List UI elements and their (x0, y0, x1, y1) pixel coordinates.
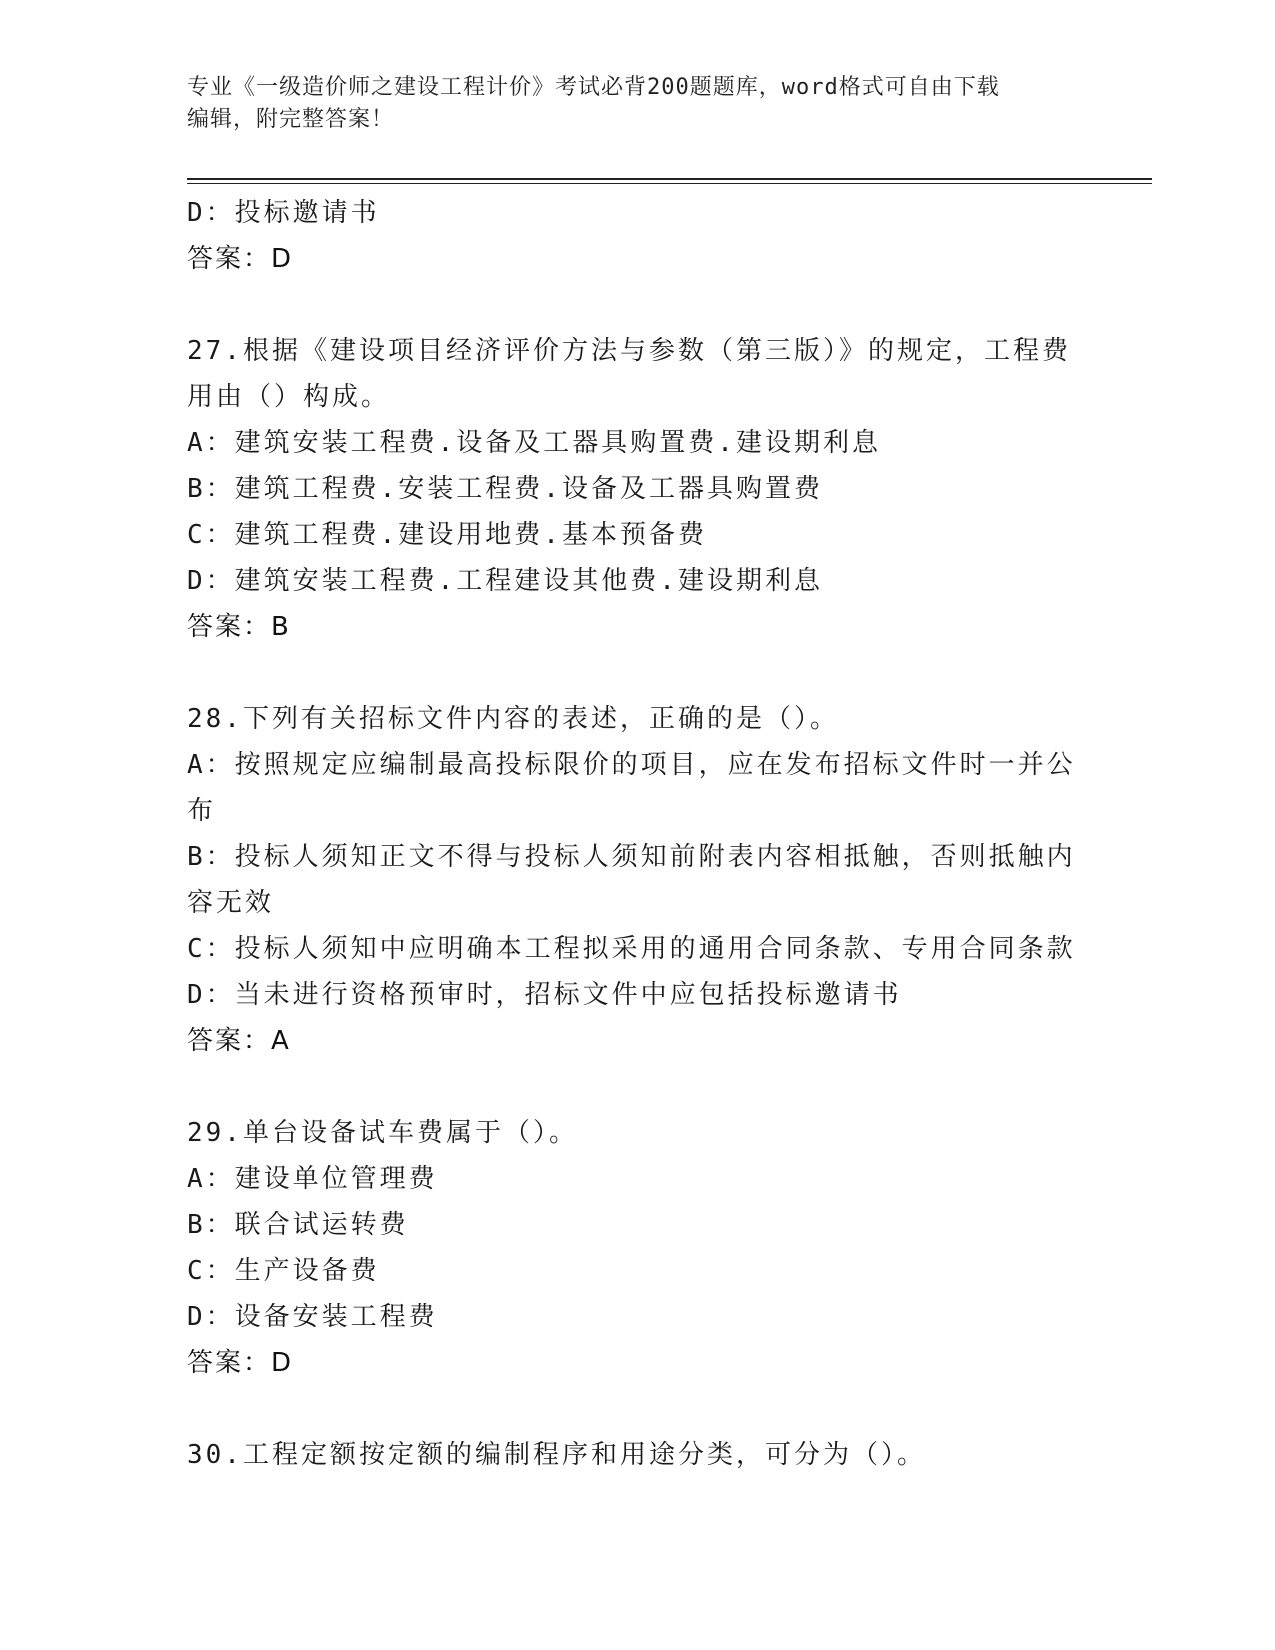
option-c: C：建筑工程费.建设用地费.基本预备费 (187, 520, 707, 550)
option-b: B：建筑工程费.安装工程费.设备及工器具购置费 (187, 474, 823, 504)
spacer (187, 1064, 1087, 1110)
question-28 (187, 696, 1087, 1064)
question-30 (187, 1432, 1087, 1478)
question-27 (187, 328, 1087, 650)
question-stem: 30.工程定额按定额的编制程序和用途分类，可分为（）。 (187, 1440, 926, 1470)
option-b-continued: 容无效 (187, 888, 275, 918)
spacer (187, 1386, 1087, 1432)
question-stem-continued: 用由（）构成。 (187, 382, 391, 412)
option-c: C：生产设备费 (187, 1256, 380, 1286)
question-stem: 28.下列有关招标文件内容的表述，正确的是（）。 (187, 704, 839, 734)
question-26-tail (187, 190, 1087, 282)
option-d: D：设备安装工程费 (187, 1302, 438, 1332)
spacer (187, 650, 1087, 696)
header-line-2: 编辑，附完整答案！ (187, 107, 395, 132)
answer-line: 答案：D (187, 1348, 294, 1378)
question-29 (187, 1110, 1087, 1386)
page-header (187, 72, 1067, 136)
header-divider-thin (187, 183, 1152, 184)
answer-line: 答案：B (187, 612, 291, 642)
header-line-1: 专业《一级造价师之建设工程计价》考试必背200题题库，word格式可自由下载 (187, 75, 1000, 100)
option-d: D：当未进行资格预审时，招标文件中应包括投标邀请书 (187, 980, 902, 1010)
option-a: A：按照规定应编制最高投标限价的项目，应在发布招标文件时一并公 (187, 750, 1076, 780)
option-a: A：建设单位管理费 (187, 1164, 438, 1194)
answer-line: 答案：A (187, 1026, 291, 1056)
question-stem: 27.根据《建设项目经济评价方法与参数（第三版）》的规定，工程费 (187, 336, 1071, 366)
option-b: B：联合试运转费 (187, 1210, 409, 1240)
question-stem: 29.单台设备试车费属于（）。 (187, 1118, 578, 1148)
option-d: D：投标邀请书 (187, 198, 380, 228)
option-b: B：投标人须知正文不得与投标人须知前附表内容相抵触，否则抵触内 (187, 842, 1076, 872)
header-divider-thick (187, 178, 1152, 180)
answer-line: 答案：D (187, 244, 294, 274)
option-d: D：建筑安装工程费.工程建设其他费.建设期利息 (187, 566, 823, 596)
option-a-continued: 布 (187, 796, 217, 826)
option-c: C：投标人须知中应明确本工程拟采用的通用合同条款、专用合同条款 (187, 934, 1076, 964)
question-list (187, 190, 1087, 1478)
option-a: A：建筑安装工程费.设备及工器具购置费.建设期利息 (187, 428, 881, 458)
spacer (187, 282, 1087, 328)
